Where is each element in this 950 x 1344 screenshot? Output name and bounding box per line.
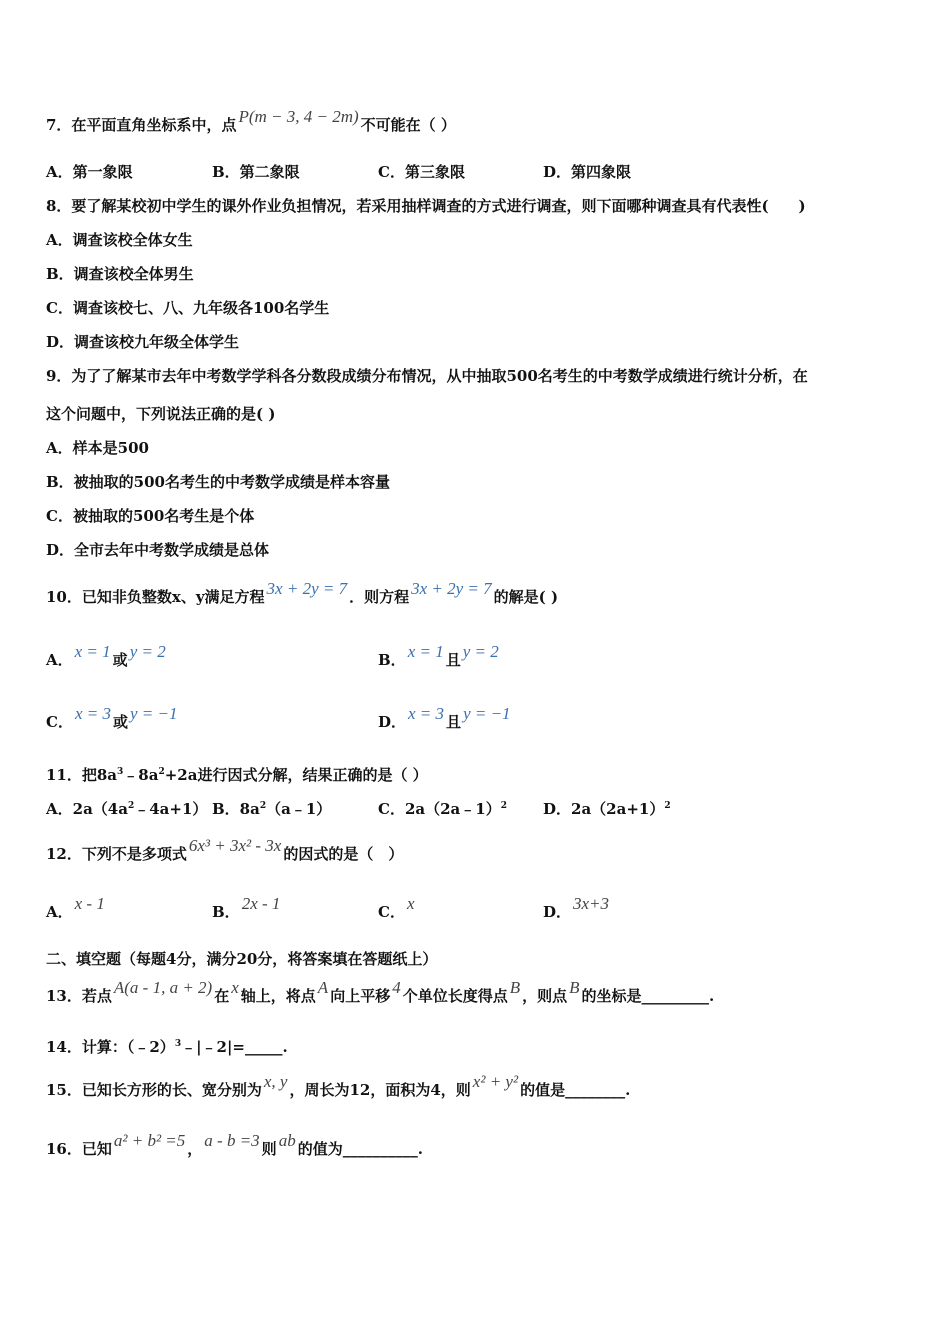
q16-text-4: 的值为__________. [297, 1140, 423, 1158]
q12-option-c [378, 894, 417, 922]
q10-option-d-math-2: y = −1 [463, 704, 511, 723]
q16-eq-2: a - b =3 [204, 1131, 260, 1150]
q7-stem-text: 7．在平面直角坐标系中，点 [46, 116, 237, 134]
q11-stem-sup-2: 2 [158, 767, 165, 777]
q10-option-b-math-2: y = 2 [462, 642, 499, 661]
q14-text-1: 14．计算：（﹣2） [46, 1038, 175, 1056]
q9-option-c: C．被抽取的500名考生是个体 [46, 507, 255, 525]
question-15 [46, 1072, 631, 1100]
q13-text-5: 个单位长度得点 [402, 987, 508, 1005]
question-9-stem-line-2: 这个问题中，下列说法正确的是( ) [46, 405, 276, 423]
q15-text-1: 15．已知长方形的长、宽分别为 [46, 1081, 262, 1099]
q11-option-d [543, 796, 671, 819]
q16-text-1: 16．已知 [46, 1140, 112, 1158]
q12-option-b-math: 2x - 1 [241, 894, 281, 913]
q11-option-a-sup: 2 [127, 801, 135, 811]
q10-equation: 3x + 2y = 7 [266, 579, 348, 598]
q10-option-c-connector: 或 [112, 713, 128, 731]
q16-text-3: 则 [261, 1140, 277, 1158]
q12-option-b [212, 894, 282, 922]
q13-point-a: A(a - 1, a + 2) [113, 978, 213, 997]
q12-option-b-label: B． [212, 903, 240, 921]
question-11-stem [46, 762, 428, 785]
q13-point-b-2: B [569, 978, 580, 997]
q11-option-a [46, 796, 207, 819]
question-9-stem-line-1: 9．为了了解某市去年中考数学学科各分数段成绩分布情况，从中抽取500名考生的中考数学成绩进行统计分析，在 [46, 367, 808, 385]
q13-point-b: B [509, 978, 521, 997]
q10-option-c-math-2: y = −1 [130, 704, 178, 723]
q12-option-a [46, 894, 107, 922]
q13-text-1: 13．若点 [46, 987, 112, 1005]
q11-option-b-tail: （a﹣1） [266, 800, 332, 818]
question-10-stem [46, 579, 559, 607]
q11-option-b-sup: 2 [259, 801, 267, 811]
question-14 [46, 1034, 288, 1057]
q7-option-b: B．第二象限 [212, 163, 300, 181]
q10-option-d-connector: 且 [446, 713, 462, 731]
q10-option-c [46, 704, 180, 732]
q10-option-b-math-1: x = 1 [407, 642, 444, 661]
q13-point-a-label: A [317, 978, 329, 997]
q14-text-2: ﹣|﹣2|=_____. [181, 1038, 288, 1056]
q16-ab: ab [278, 1131, 296, 1150]
q10-option-a-label: A． [46, 651, 73, 669]
q8-option-d: D．调查该校九年级全体学生 [46, 333, 240, 351]
q10-equation-repeat: 3x + 2y = 7 [411, 579, 492, 598]
q7-option-c: C．第三象限 [378, 163, 465, 181]
q12-option-d-label: D． [543, 903, 572, 921]
q12-option-c-math: x [406, 894, 415, 913]
q12-stem-text-2: 的因式的是（ ） [283, 845, 404, 863]
q11-option-b [212, 796, 331, 819]
q11-stem-sup-1: 3 [117, 767, 124, 777]
question-7-stem [46, 107, 456, 135]
q10-option-b-connector: 且 [445, 651, 461, 669]
q10-option-b [378, 642, 501, 670]
q11-option-d-text: D．2a（2a+1） [543, 800, 665, 818]
q10-option-c-math-1: x = 3 [74, 704, 111, 723]
q9-option-d: D．全市去年中考数学成绩是总体 [46, 541, 270, 559]
q12-option-a-label: A． [46, 903, 73, 921]
q12-option-c-label: C． [378, 903, 405, 921]
q10-stem-text: 10．已知非负整数x、y满足方程 [46, 588, 265, 606]
q10-option-b-label: B． [378, 651, 406, 669]
question-16 [46, 1131, 423, 1159]
q9-option-a: A．样本是500 [46, 439, 149, 457]
q7-option-d: D．第四象限 [543, 163, 632, 181]
question-12-stem [46, 836, 404, 864]
q10-option-a-math-1: x = 1 [74, 642, 111, 661]
q11-stem-part-3: +2a进行因式分解，结果正确的是（ ） [164, 766, 428, 784]
q15-text-2: ，周长为12，面积为4，则 [289, 1081, 471, 1099]
q9-option-b: B．被抽取的500名考生的中考数学成绩是样本容量 [46, 473, 390, 491]
q11-option-c-text: C．2a（2a﹣1） [378, 800, 501, 818]
q12-stem-text: 12．下列不是多项式 [46, 845, 187, 863]
q11-option-d-sup: 2 [664, 801, 671, 811]
q11-option-a-tail: ﹣4a+1） [134, 800, 208, 818]
q10-option-a [46, 642, 168, 670]
q8-option-b: B．调查该校全体男生 [46, 265, 194, 283]
q10-option-d-label: D． [378, 713, 407, 731]
q12-option-a-math: x - 1 [74, 894, 105, 913]
q13-text-2: 在 [214, 987, 230, 1005]
q13-text-3: 轴上，将点 [240, 987, 316, 1005]
q10-stem-text-3: 的解是( ) [493, 588, 559, 606]
question-13 [46, 978, 715, 1006]
q13-shift: 4 [392, 978, 401, 997]
q11-option-c [378, 796, 507, 819]
q13-text-4: 向上平移 [330, 987, 391, 1005]
q12-option-d [543, 894, 611, 922]
question-8-stem: 8．要了解某校初中学生的课外作业负担情况，若采用抽样调查的方式进行调查，则下面哪种调查具有代表性( ) [46, 197, 806, 215]
q16-text-2: ， [187, 1140, 203, 1158]
q12-polynomial: 6x³ + 3x² - 3x [188, 836, 282, 855]
q10-option-a-math-2: y = 2 [129, 642, 166, 661]
q11-option-b-text: B．8a [212, 800, 260, 818]
q16-eq-1: a² + b² =5 [113, 1131, 186, 1150]
q11-option-a-text: A．2a（4a [46, 800, 128, 818]
q15-xy: x, y [263, 1072, 288, 1091]
q12-option-d-math: 3x+3 [573, 894, 610, 913]
section-2-heading: 二、填空题（每题4分，满分20分，将答案填在答题纸上） [46, 950, 438, 968]
q13-x-axis: x [231, 978, 239, 997]
q15-sum-of-squares: x² + y² [472, 1072, 519, 1091]
q10-option-c-label: C． [46, 713, 73, 731]
q10-option-a-connector: 或 [112, 651, 128, 669]
q13-text-7: 的坐标是_________. [581, 987, 715, 1005]
q11-option-c-sup: 2 [500, 801, 507, 811]
q10-option-d [378, 704, 513, 732]
q11-stem-part-2: ﹣8a [123, 766, 159, 784]
q10-stem-text-2: ．则方程 [349, 588, 410, 606]
q10-option-d-math-1: x = 3 [408, 704, 445, 723]
q8-option-c: C．调查该校七、八、九年级各100名学生 [46, 299, 330, 317]
q14-exponent: 3 [174, 1039, 182, 1049]
q11-stem-part-1: 11．把8a [46, 766, 118, 784]
q7-math: P(m − 3, 4 − 2m) [238, 107, 359, 126]
q15-text-3: 的值是________. [520, 1081, 631, 1099]
q8-option-a: A．调查该校全体女生 [46, 231, 193, 249]
q7-stem-text-2: 不可能在（ ） [360, 116, 456, 134]
q7-option-a: A．第一象限 [46, 163, 133, 181]
q13-text-6: ，则点 [522, 987, 568, 1005]
